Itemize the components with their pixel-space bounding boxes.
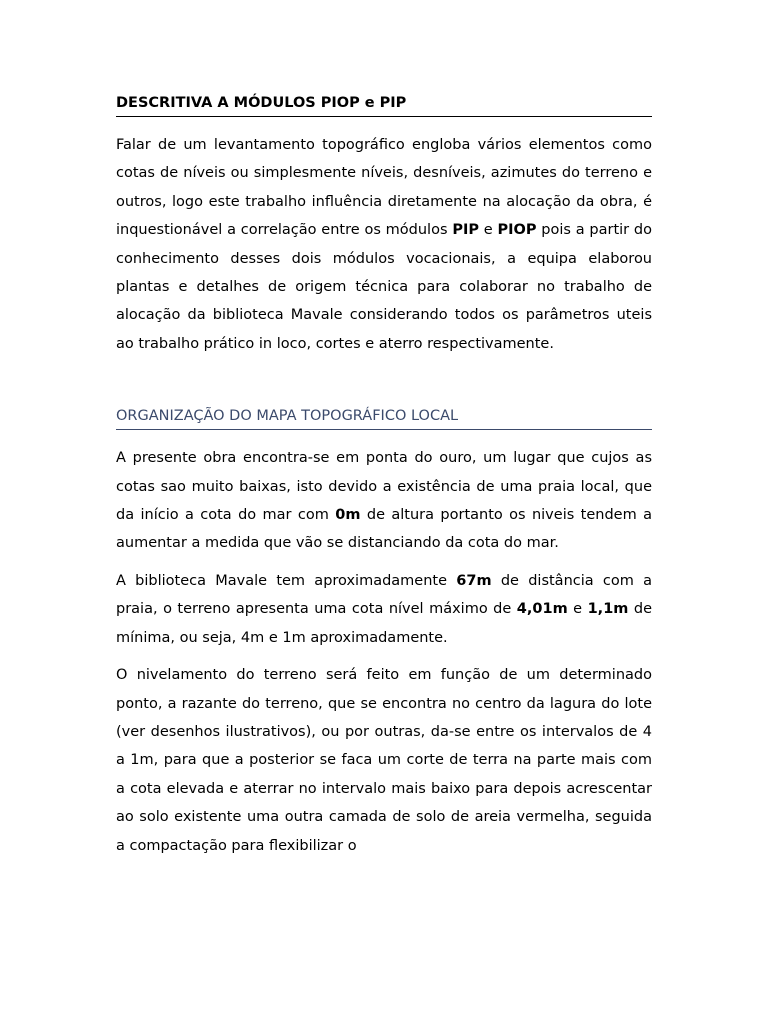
bold-value-0m: 0m bbox=[335, 507, 361, 524]
paragraph-descritiva bbox=[116, 131, 652, 358]
bold-value-67m: 67m bbox=[456, 572, 492, 589]
section-title-descritiva: DESCRITIVA A MÓDULOS PIOP e PIP bbox=[116, 92, 652, 117]
paragraph-text: Falar de um levantamento topográfico engloba vários elementos como cotas de níveis ou simplesmente níveis, desníveis, azimutes do terreno e outros, logo este trabalho influência diretamente na alocação da obra, é inquestionável a correlação entre os módulos bbox=[116, 137, 652, 239]
document-page bbox=[116, 92, 652, 860]
paragraph-text: e bbox=[567, 601, 588, 618]
paragraph-text: A biblioteca Mavale tem aproximadamente bbox=[116, 572, 457, 589]
paragraph-text: e bbox=[478, 222, 498, 239]
paragraph-localizacao bbox=[116, 444, 652, 558]
paragraph-text: de mínima, ou seja, 4m e 1m aproximadamente. bbox=[116, 601, 653, 646]
paragraph-text: de altura portanto os niveis tendem a aumentar a medida que vão se distanciando da cota do mar. bbox=[116, 507, 652, 552]
paragraph-distancia bbox=[116, 567, 652, 652]
paragraph-text: de distância com a praia, o terreno apresenta uma cota nível máximo de bbox=[116, 572, 653, 618]
bold-term-piop: PIOP bbox=[497, 222, 537, 239]
section-organizacao bbox=[116, 405, 652, 860]
bold-value-4-01m: 4,01m bbox=[516, 601, 568, 618]
bold-value-1-1m: 1,1m bbox=[587, 601, 629, 618]
paragraph-nivelamento: O nivelamento do terreno será feito em função de um determinado ponto, a razante do terreno, que se encontra no centro da lagura do lote (ver desenhos ilustrativos), ou por outras, da-se entre os intervalos de 4 a 1m, para que a posterior se faca um corte de terra na parte mais com a cota elevada e aterrar no intervalo mais baixo para depois acrescentar ao solo existente uma outra camada de solo de areia vermelha, seguida a compactação para flexibilizar o bbox=[116, 667, 652, 854]
paragraph-text: pois a partir do conhecimento desses dois módulos vocacionais, a equipa elaborou plantas e detalhes de origem técnica para colaborar no trabalho de alocação da biblioteca Mavale considerando todos os parâmetros uteis ao trabalho prático in loco, cortes e aterro respectivamente. bbox=[116, 222, 652, 352]
paragraph-text: A presente obra encontra-se em ponta do ouro, um lugar que cujos as cotas sao muito baixas, isto devido a existência de uma praia local, que da início a cota do mar com bbox=[116, 450, 652, 524]
bold-term-pip: PIP bbox=[452, 222, 479, 239]
section-title-organizacao: ORGANIZAÇÃO DO MAPA TOPOGRÁFICO LOCAL bbox=[116, 405, 652, 430]
